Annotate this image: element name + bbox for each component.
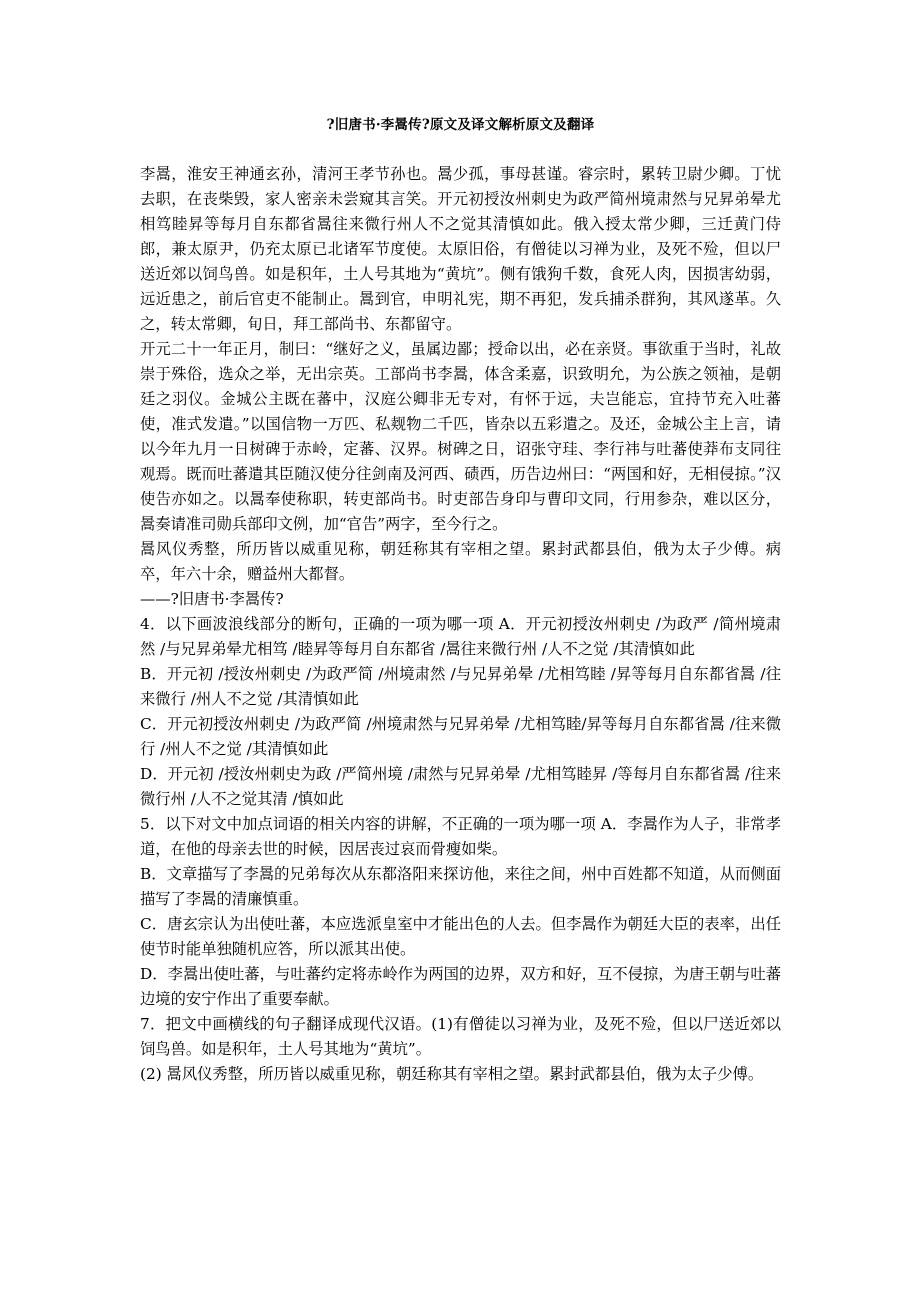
question-block-4 (140, 612, 781, 812)
document-content (140, 0, 781, 1087)
page-title: ?旧唐书·李暠传?原文及译文解析原文及翻译 (326, 117, 595, 133)
question-stem-4: 4．以下画波浪线部分的断句，正确的一项为哪一项 A．开元初授汝州刺史 /为政严 /简州境肃然 /与兄昇弟晕尤相笃 /睦昇等每月自东都省 /暠往来微行州 /人不之觉 /其清慎如此 (140, 615, 781, 658)
passage-section (140, 162, 781, 612)
question-block-7 (140, 1012, 781, 1087)
source-attribution: ——?旧唐书·李暠传? (140, 590, 284, 608)
question-5-option-b: B．文章描写了李暠的兄弟每次从东都洛阳来探访他，来往之间，州中百姓都不知道，从而侧面描写了李暠的清廉慎重。 (140, 865, 781, 908)
question-5-option-c: C．唐玄宗认为出使吐蕃，本应选派皇室中才能出色的人去。但李暠作为朝廷大臣的表率，出任使节时能单独随机应答，所以派其出使。 (140, 915, 781, 958)
question-7-part-2: (2) 暠风仪秀整，所历皆以威重见称，朝廷称其有宰相之望。累封武都县伯，俄为太子少傅。 (140, 1065, 764, 1083)
question-stem-5: 5．以下对文中加点词语的相关内容的讲解，不正确的一项为哪一项 A．李暠作为人子，非常孝道，在他的母亲去世的时候，因居丧过哀而骨瘦如柴。 (140, 815, 781, 858)
question-4-option-c: C．开元初授汝州刺史 /为政严简 /州境肃然与兄昇弟晕 /尤相笃睦/昇等每月自东都省暠 /往来微行 /州人不之觉 /其清慎如此 (140, 715, 781, 758)
question-stem-7: 7．把文中画横线的句子翻译成现代汉语。(1)有僧徒以习禅为业，及死不殓，但以尸送近郊以饲鸟兽。如是积年，土人号其地为“黄坑”。 (140, 1015, 781, 1058)
question-4-option-b: B．开元初 /授汝州刺史 /为政严简 /州境肃然 /与兄昇弟晕 /尤相笃睦 /昇等每月自东都省暠 /往来微行 /州人不之觉 /其清慎如此 (140, 665, 781, 708)
question-5-option-d: D．李暠出使吐蕃，与吐蕃约定将赤岭作为两国的边界，双方和好，互不侵掠，为唐王朝与吐蕃边境的安宁作出了重要奉献。 (140, 965, 781, 1008)
question-4-option-d: D．开元初 /授汝州刺史为政 /严简州境 /肃然与兄昇弟晕 /尤相笃睦昇 /等每月自东都省暠 /往来微行州 /人不之觉其清 /慎如此 (140, 765, 781, 808)
passage-paragraph-3: 暠风仪秀整，所历皆以威重见称，朝廷称其有宰相之望。累封武都县伯，俄为太子少傅。病卒，年六十余，赠益州大都督。 (140, 540, 781, 583)
question-block-5 (140, 812, 781, 1012)
passage-paragraph-1: 李暠，淮安王神通玄孙，清河王孝节孙也。暠少孤，事母甚谨。睿宗时，累转卫尉少卿。丁忧去职，在丧柴毁，家人密亲未尝窥其言笑。开元初授汝州刺史为政严简州境肃然与兄昇弟晕尤相笃睦昇等每月自东都省暠往来微行州人不之觉其清慎如此。俄入授太常少卿，三迁黄门侍郎，兼太原尹，仍充太原已北诸军节度使。太原旧俗，有僧徒以习禅为业，及死不殓，但以尸送近郊以饲鸟兽。如是积年，土人号其地为“黄坑”。侧有饿狗千数，食死人肉，因损害幼弱，远近患之，前后官吏不能制止。暠到官，申明礼宪，期不再犯，发兵捕杀群狗，其风遂革。久之，转太常卿，旬日，拜工部尚书、东都留守。 (140, 165, 781, 333)
passage-paragraph-2: 开元二十一年正月，制曰：“继好之义，虽属边鄙；授命以出，必在亲贤。事欲重于当时，礼故崇于殊俗，选众之举，无出宗英。工部尚书李暠，体含柔嘉，识致明允，为公族之领袖，是朝廷之羽仪。金城公主既在蕃中，汉庭公卿非无专对，有怀于远，夫岂能忘，宜持节充入吐蕃使，准式发遣。”以国信物一万匹、私觌物二千匹，皆杂以五彩遣之。及还，金城公主上言，请以今年九月一日树碑于赤岭，定蕃、汉界。树碑之日，诏张守珪、李行祎与吐蕃使莽布支同往观焉。既而吐蕃遣其臣随汉使分往剑南及河西、碛西，历告边州曰：“两国和好，无相侵掠。”汉使告亦如之。以暠奉使称职，转吏部尚书。时吏部告身印与曹印文同，行用参杂，难以区分，暠奏请准司勋兵部印文例，加“官告”两字，至今行之。 (140, 340, 781, 533)
